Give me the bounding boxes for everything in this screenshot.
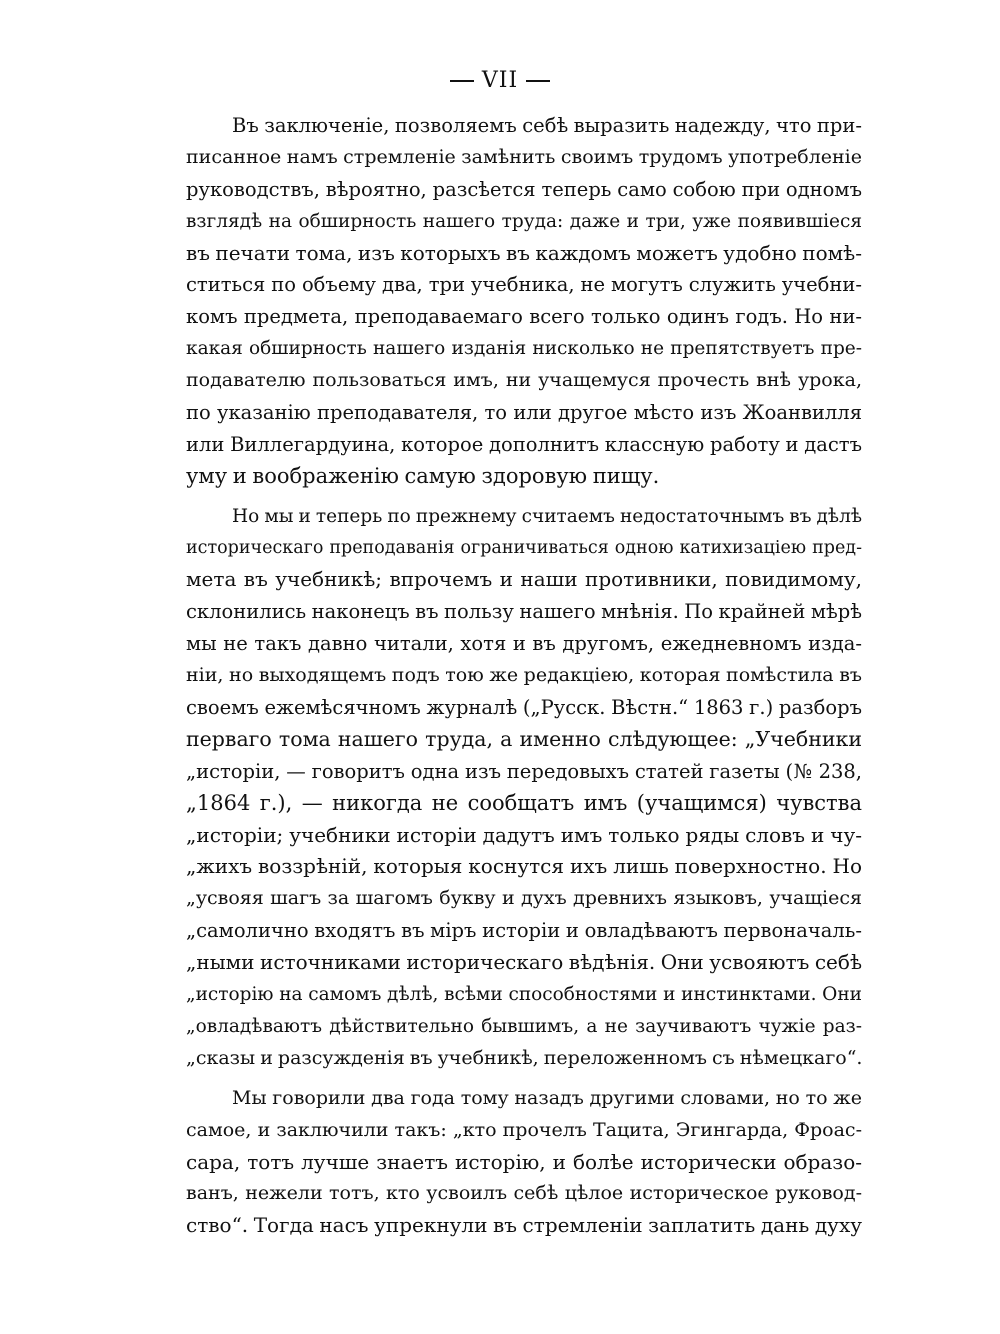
text-line: въ печати тома, изъ которыхъ въ каждомъ можетъ удобно помѣ-	[186, 240, 862, 265]
text-line: ніи, но выходящемъ подъ тою же редакціею, которая помѣстила въ	[186, 664, 862, 687]
text-line: „усвояя шагъ за шагомъ букву и духъ древнихъ языковъ, учащіеся	[186, 887, 862, 910]
page-header	[0, 68, 1000, 93]
text-line: „исторіи; учебники исторіи дадутъ имъ только ряды словъ и чу-	[186, 822, 862, 847]
text-line: комъ предмета, преподаваемаго всего только одинъ годъ. Но ни-	[186, 305, 862, 329]
text-line: Въ заключеніе, позволяемъ себѣ выразить надежду, что при-	[232, 114, 862, 137]
text-line: склонились наконецъ въ пользу нашего мнѣнія. По крайней мѣрѣ	[186, 600, 862, 624]
text-line: Но мы и теперь по прежнему считаемъ недостаточнымъ въ дѣлѣ	[232, 505, 862, 527]
text-line: какая обширность нашего изданія нисколько не препятствуетъ пре-	[186, 338, 862, 360]
text-line: писанное намъ стремленіе замѣнить своимъ трудомъ употребленіе	[186, 145, 862, 168]
text-line: „самолично входятъ въ міръ исторіи и овладѣваютъ первоначаль-	[186, 919, 862, 943]
text-line: „сказы и разсужденія въ учебникѣ, переложенномъ съ нѣмецкаго“.	[186, 1046, 863, 1069]
body-text	[186, 110, 862, 1242]
header-dash-left	[450, 80, 474, 82]
text-line: мы не такъ давно читали, хотя и въ другомъ, ежедневномъ изда-	[186, 632, 862, 656]
paragraph-2	[186, 501, 862, 1075]
text-line: Мы говорили два года тому назадъ другими словами, но то же	[232, 1086, 862, 1109]
page-number: VII	[481, 68, 519, 93]
text-line: самое, и заключили такъ: „кто прочелъ Тацита, Эгингарда, Фроас-	[186, 1118, 862, 1141]
text-line: ститься по объему два, три учебника, не могутъ служить учебни-	[186, 273, 862, 297]
text-line: историческаго преподаванія ограничиваться одною катихизаціею пред-	[186, 537, 862, 558]
text-line: уму и воображенію самую здоровую пищу.	[186, 463, 660, 488]
text-line: своемъ ежемѣсячномъ журналѣ („Русск. Вѣстн.“ 1863 г.) разборъ	[186, 696, 862, 720]
header-dash-right	[526, 80, 550, 82]
text-line: перваго тома нашего труда, а именно слѣдующее: „Учебники	[186, 726, 862, 751]
text-line: „жихъ воззрѣній, которыя коснутся ихъ лишь поверхностно. Но	[186, 854, 862, 879]
text-line: ванъ, нежели тотъ, кто усвоилъ себѣ цѣлое историческое руковод-	[186, 1182, 862, 1205]
text-line: „исторіи, — говоритъ одна изъ передовыхъ статей газеты (№ 238,	[186, 759, 862, 783]
text-line: ство“. Тогда насъ упрекнули въ стремленіи заплатить дань духу	[186, 1213, 862, 1238]
paragraph-1	[186, 110, 862, 493]
text-line: „1864 г.), — никогда не сообщатъ имъ (учащимся) чувства	[186, 790, 862, 815]
paragraph-3	[186, 1083, 862, 1242]
text-line: „овладѣваютъ дѣйствительно бывшимъ, а не заучиваютъ чужіе раз-	[186, 1015, 862, 1037]
text-line: или Виллегардуина, которое дополнитъ классную работу и дастъ	[186, 432, 862, 456]
text-line: по указанію преподавателя, то или другое мѣсто изъ Жоанвилля	[186, 401, 862, 425]
text-line: „ными источниками историческаго вѣдѣнія. Они усвояютъ себѣ	[186, 950, 862, 975]
text-line: сара, тотъ лучше знаетъ исторію, и болѣе исторически образо-	[186, 1149, 862, 1174]
text-line: „исторію на самомъ дѣлѣ, всѣми способностями и инстинктами. Они	[186, 984, 862, 1006]
text-line: мета въ учебникѣ; впрочемъ и наши противники, повидимому,	[186, 567, 862, 592]
text-line: взглядѣ на обширность нашего труда: даже и три, уже появившіеся	[186, 210, 862, 232]
text-line: подавателю пользоваться имъ, ни учащемуся прочесть внѣ урока,	[186, 369, 862, 392]
text-line: руководствъ, вѣроятно, разсѣется теперь само собою при одномъ	[186, 177, 862, 201]
